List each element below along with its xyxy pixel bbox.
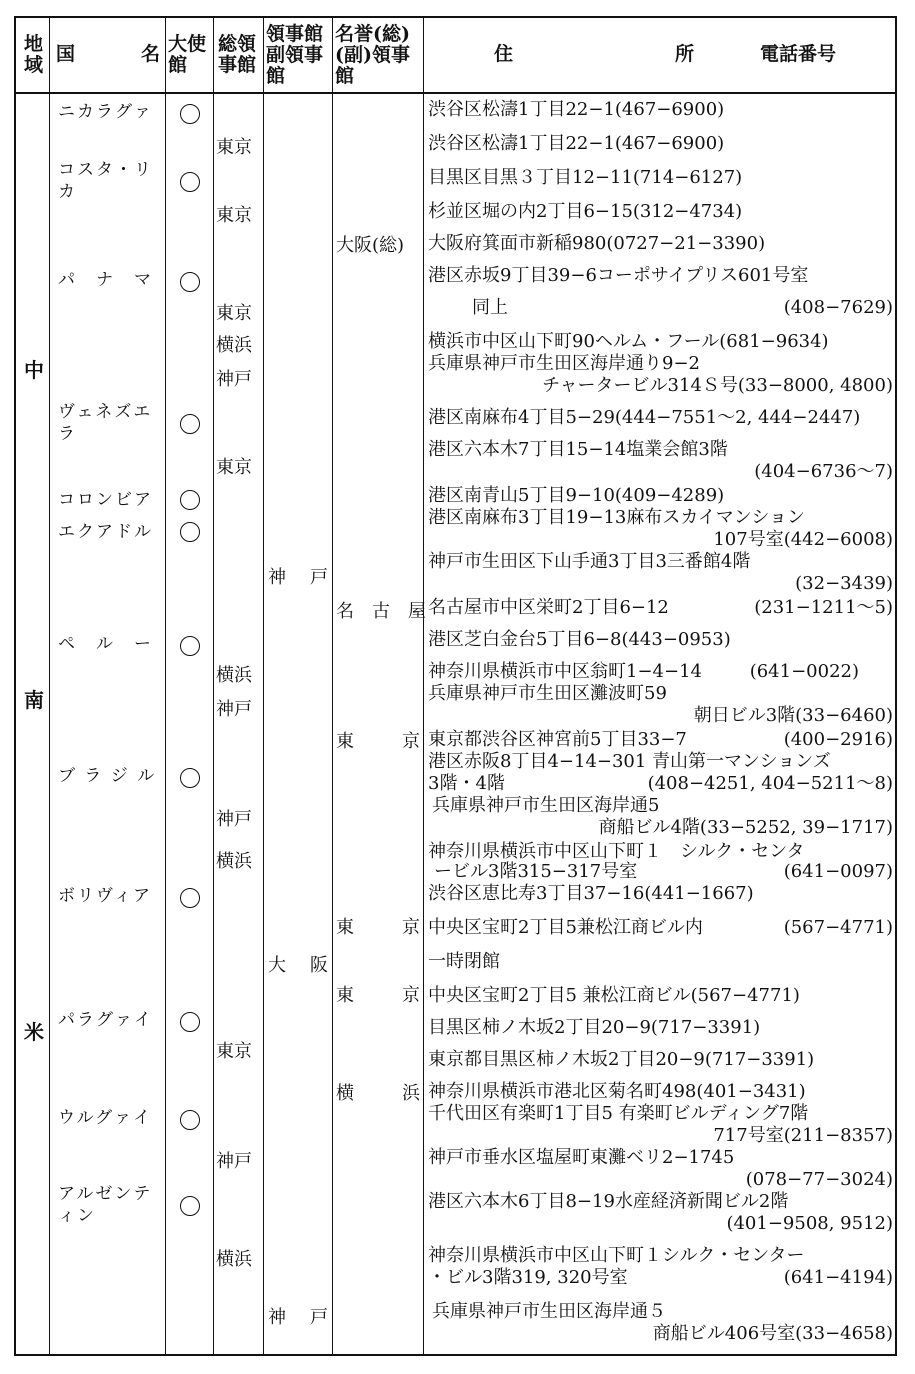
address-line: 商船ビル4階(33−5252, 39−1717): [598, 817, 893, 838]
country-name: ブ ラ ジ ル: [58, 766, 157, 786]
address-line: 朝日ビル3階(33−6460): [693, 705, 893, 726]
column-rule-honorary: [423, 16, 424, 1356]
address-line: 目黒区柿ノ木坂2丁目20−9(717−3391): [428, 1017, 761, 1038]
country-name: パ ナ マ: [58, 270, 153, 290]
address-phone: (401−9508, 9512): [726, 1213, 893, 1234]
address-phone: (567−4771): [783, 917, 893, 938]
address-line: 大阪府箕面市新稲980(0727−21−3390): [428, 233, 766, 254]
header-bottom-rule: [14, 92, 895, 94]
address-line: 商船ビル406号室(33−4658): [652, 1323, 893, 1344]
address-line: 港区南麻布4丁目5−29(444−7551〜2, 444−2447): [428, 407, 861, 428]
address-line: 杉並区堀の内2丁目6−15(312−4734): [428, 201, 743, 222]
address-line: 名古屋市中区栄町2丁目6−12: [428, 597, 669, 618]
address-phone: (641−0022): [749, 661, 859, 682]
country-name: ウルグァイ: [58, 1108, 153, 1128]
address-phone: (078−77−3024): [745, 1169, 893, 1190]
embassy-circle-icon: [180, 490, 200, 510]
address-line: 渋谷区松濤1丁目22−1(467−6900): [428, 99, 725, 120]
address-line: 千代田区有楽町1丁目5 有楽町ビルディング7階: [428, 1103, 809, 1124]
consulate-general-city: 東京: [216, 205, 252, 226]
address-line: 港区南青山5丁目9−10(409−4289): [428, 485, 725, 506]
address-line: 渋谷区松濤1丁目22−1(467−6900): [428, 133, 725, 154]
country-name-cont: ラ: [58, 424, 77, 444]
address-phone: (641−4194): [783, 1267, 893, 1288]
address-phone: (408−4251, 404−5211〜8): [647, 773, 893, 794]
consulate-general-city: 横浜: [216, 1249, 252, 1270]
embassy-circle-icon: [180, 414, 200, 434]
header-consulate: 領事館 副領事 館: [266, 23, 324, 87]
address-line: 兵庫県神戸市生田区海岸通5: [432, 795, 660, 816]
embassy-circle-icon: [180, 172, 200, 192]
embassy-circle-icon: [180, 104, 200, 124]
address-line: 東京都目黒区柿ノ木坂2丁目20−9(717−3391): [428, 1049, 815, 1070]
country-name-cont: カ: [58, 182, 77, 202]
table-top-rule: [14, 16, 895, 18]
column-rule-consulate-general: [263, 16, 264, 1356]
address-line: ービル3階315−317号室: [434, 861, 638, 882]
country-name: エクアドル: [58, 522, 153, 542]
address-line: 中央区宝町2丁目5兼松江商ビル内: [428, 917, 703, 938]
address-line: 港区赤坂9丁目39−6コーポサイプリス601号室: [428, 265, 809, 286]
address-line: 港区南麻布3丁目19−13麻布スカイマンション: [428, 507, 805, 528]
region-char-1: 中: [24, 358, 44, 382]
country-name-cont: ィン: [58, 1206, 96, 1226]
address-line: 横浜市中区山下町90ヘルム・フール(681−9634): [428, 331, 829, 352]
address-line: チャータービル314Ｓ号(33−8000, 4800): [542, 375, 893, 396]
address-line: 港区六本木7丁目15−14塩業会館3階: [428, 439, 728, 460]
address-line: 神奈川県横浜市中区翁町1−4−14: [428, 661, 702, 682]
consulate-general-city: 東京: [216, 1041, 252, 1062]
column-rule-embassy: [213, 16, 214, 1356]
address-line: 717号室(211−8357): [713, 1125, 893, 1146]
address-line: 神奈川県横浜市港北区菊名町498(401−3431): [428, 1081, 806, 1102]
country-name: ペ ル ー: [58, 634, 153, 654]
consulate-general-city: 東京: [216, 303, 252, 324]
address-line: 港区赤阪8丁目4−14−301 青山第一マンションズ: [428, 751, 831, 772]
header-consulate-general: 総領 事館: [218, 33, 257, 76]
address-line: 一時閉館: [428, 951, 500, 972]
embassy-circle-icon: [180, 1196, 200, 1216]
address-line: 神奈川県横浜市中区山下町１ シルク・センタ: [428, 841, 805, 862]
embassy-circle-icon: [180, 636, 200, 656]
address-line: 兵庫県神戸市生田区灘波町59: [428, 683, 667, 704]
embassy-circle-icon: [180, 1110, 200, 1130]
consulate-general-city: 東京: [216, 137, 252, 158]
header-honorary: 名誉(総) (副)領事 館: [335, 23, 410, 87]
country-name: コスタ・リ: [58, 160, 153, 180]
consulate-general-city: 横浜: [216, 851, 252, 872]
address-line: 107号室(442−6008): [713, 529, 893, 550]
region-char-3: 米: [24, 1020, 44, 1044]
consulate-general-city: 神戸: [216, 369, 252, 390]
address-line: 東京都渋谷区神宮前5丁目33−7: [428, 729, 687, 750]
document-page: 地 域 国 名 大使 館 総領 事館 領事館 副領事 館 名誉(総) (副)領事 館 住 所 電話番号 中 南 米 ニカラグァ コスタ・リ カ パ ナ マ ヴェネズエ ラ コロンビア エクアドル ペ ル ー ブ ラ ジ ル ボリヴィア パラグァイ ウルグァイ アルゼンテ ィン 東京 東京 東京 横浜 神戸 東京 横浜 神戸 神戸 横浜 東京 神戸 横浜 神 戸 大 阪 神 戸 大阪(総) 名 古 屋 東 京 東 京 東 京 横 浜 渋谷区松濤1丁目22−1(467−6900) 渋谷区松濤1丁目22−1(467−6900) 目黒区目黒３丁目12−11(714−6127) 杉並区堀の内2丁目6−15(312−4734) 大阪府箕面市新稲980(0727−21−3390) 港区赤坂9丁目39−6コーポサイプリス601号室 同上 (408−7629) 横浜市中区山下町90ヘルム・フール(681−9634) 兵庫県神戸市生田区海岸通り9−2 チャータービル314Ｓ号(33−8000, 4800) 港区南麻布4丁目5−29(444−7551〜2, 444−2447) 港区六本木7丁目15−14塩業会館3階 (404−6736〜7) 港区南青山5丁目9−10(409−4289) 港区南麻布3丁目19−13麻布スカイマンション 107号室(442−6008) 神戸市生田区下山手通3丁目3三番館4階 (32−3439) 名古屋市中区栄町2丁目6−12 (231−1211〜5) 港区芝白金台5丁目6−8(443−0953) 神奈川県横浜市中区翁町1−4−14 (641−0022) 兵庫県神戸市生田区灘波町59 朝日ビル3階(33−6460) 東京都渋谷区神宮前5丁目33−7 (400−2916) 港区赤阪8丁目4−14−301 青山第一マンションズ 3階・4階 (408−4251, 404−5211〜8) 兵庫県神戸市生田区海岸通5 商船ビル4階(33−5252, 39−1717) 神奈川県横浜市中区山下町１ シルク・センタ ービル3階315−317号室 (641−0097) 渋谷区恵比寿3丁目37−16(441−1667) 中央区宝町2丁目5兼松江商ビル内 (567−4771) 一時閉館 中央区宝町2丁目5 兼松江商ビル(567−4771) 目黒区柿ノ木坂2丁目20−9(717−3391) 東京都目黒区柿ノ木坂2丁目20−9(717−3391) 神奈川県横浜市港北区菊名町498(401−3431) 千代田区有楽町1丁目5 有楽町ビルディング7階 717号室(211−8357) 神戸市垂水区塩屋町東灘ベリ2−1745 (078−77−3024) 港区六本木6丁目8−19水産経済新聞ビル2階 (401−9508, 9512) 神奈川県横浜市中区山下町１シルク・センター ・ビル3階319, 320号室 (641−4194) 兵庫県神戸市生田区海岸通５ 商船ビル406号室(33−4658): [0, 0, 915, 1374]
embassy-circle-icon: [180, 272, 200, 292]
consulate-general-city: 神戸: [216, 699, 252, 720]
consulate-general-city: 横浜: [216, 335, 252, 356]
address-phone: (408−7629): [783, 297, 893, 318]
address-line: 目黒区目黒３丁目12−11(714−6127): [428, 167, 743, 188]
address-line: 神戸市垂水区塩屋町東灘ベリ2−1745: [428, 1147, 735, 1168]
honorary-consulate-city: 名 古 屋: [336, 601, 426, 622]
region-char-2: 南: [24, 688, 44, 712]
column-rule-consulate: [332, 16, 333, 1356]
column-rule-country: [165, 16, 166, 1356]
country-name: コロンビア: [58, 490, 153, 510]
address-line: 兵庫県神戸市生田区海岸通５: [432, 1301, 666, 1322]
embassy-circle-icon: [180, 522, 200, 542]
address-line: 3階・4階: [428, 773, 505, 794]
address-phone: (404−6736〜7): [754, 461, 893, 482]
address-line: 中央区宝町2丁目5 兼松江商ビル(567−4771): [428, 985, 800, 1006]
country-name: ヴェネズエ: [58, 402, 153, 422]
embassy-circle-icon: [180, 768, 200, 788]
address-line: 渋谷区恵比寿3丁目37−16(441−1667): [428, 883, 754, 904]
country-name: パラグァイ: [58, 1010, 153, 1030]
country-name: ニカラグァ: [58, 102, 153, 122]
address-line: 港区六本木6丁目8−19水産経済新聞ビル2階: [428, 1191, 789, 1212]
address-line: 神戸市生田区下山手通3丁目3三番館4階: [428, 551, 751, 572]
address-phone: (231−1211〜5): [754, 597, 893, 618]
address-line: 同上: [472, 297, 508, 318]
address-line: ・ビル3階319, 320号室: [428, 1267, 628, 1288]
consulate-general-city: 横浜: [216, 665, 252, 686]
address-phone: (400−2916): [783, 729, 893, 750]
header-embassy: 大使 館: [168, 33, 207, 76]
address-phone: (641−0097): [783, 861, 893, 882]
embassy-circle-icon: [180, 888, 200, 908]
country-name: ボリヴィア: [58, 886, 152, 906]
address-line: 神奈川県横浜市中区山下町１シルク・センター: [428, 1245, 805, 1266]
address-line: 港区芝白金台5丁目6−8(443−0953): [428, 629, 731, 650]
address-phone: (32−3439): [795, 573, 893, 594]
honorary-consulate-city: 大阪(総): [336, 235, 405, 256]
table-bottom-rule: [14, 1354, 895, 1356]
embassy-circle-icon: [180, 1012, 200, 1032]
column-rule-region: [49, 16, 50, 1356]
header-region: 地 域: [24, 33, 44, 76]
address-line: 兵庫県神戸市生田区海岸通り9−2: [428, 353, 700, 374]
consulate-general-city: 神戸: [216, 1151, 252, 1172]
consulate-general-city: 神戸: [216, 809, 252, 830]
country-name: アルゼンテ: [58, 1184, 153, 1204]
header-phone: 電話番号: [760, 43, 837, 65]
consulate-general-city: 東京: [216, 457, 252, 478]
